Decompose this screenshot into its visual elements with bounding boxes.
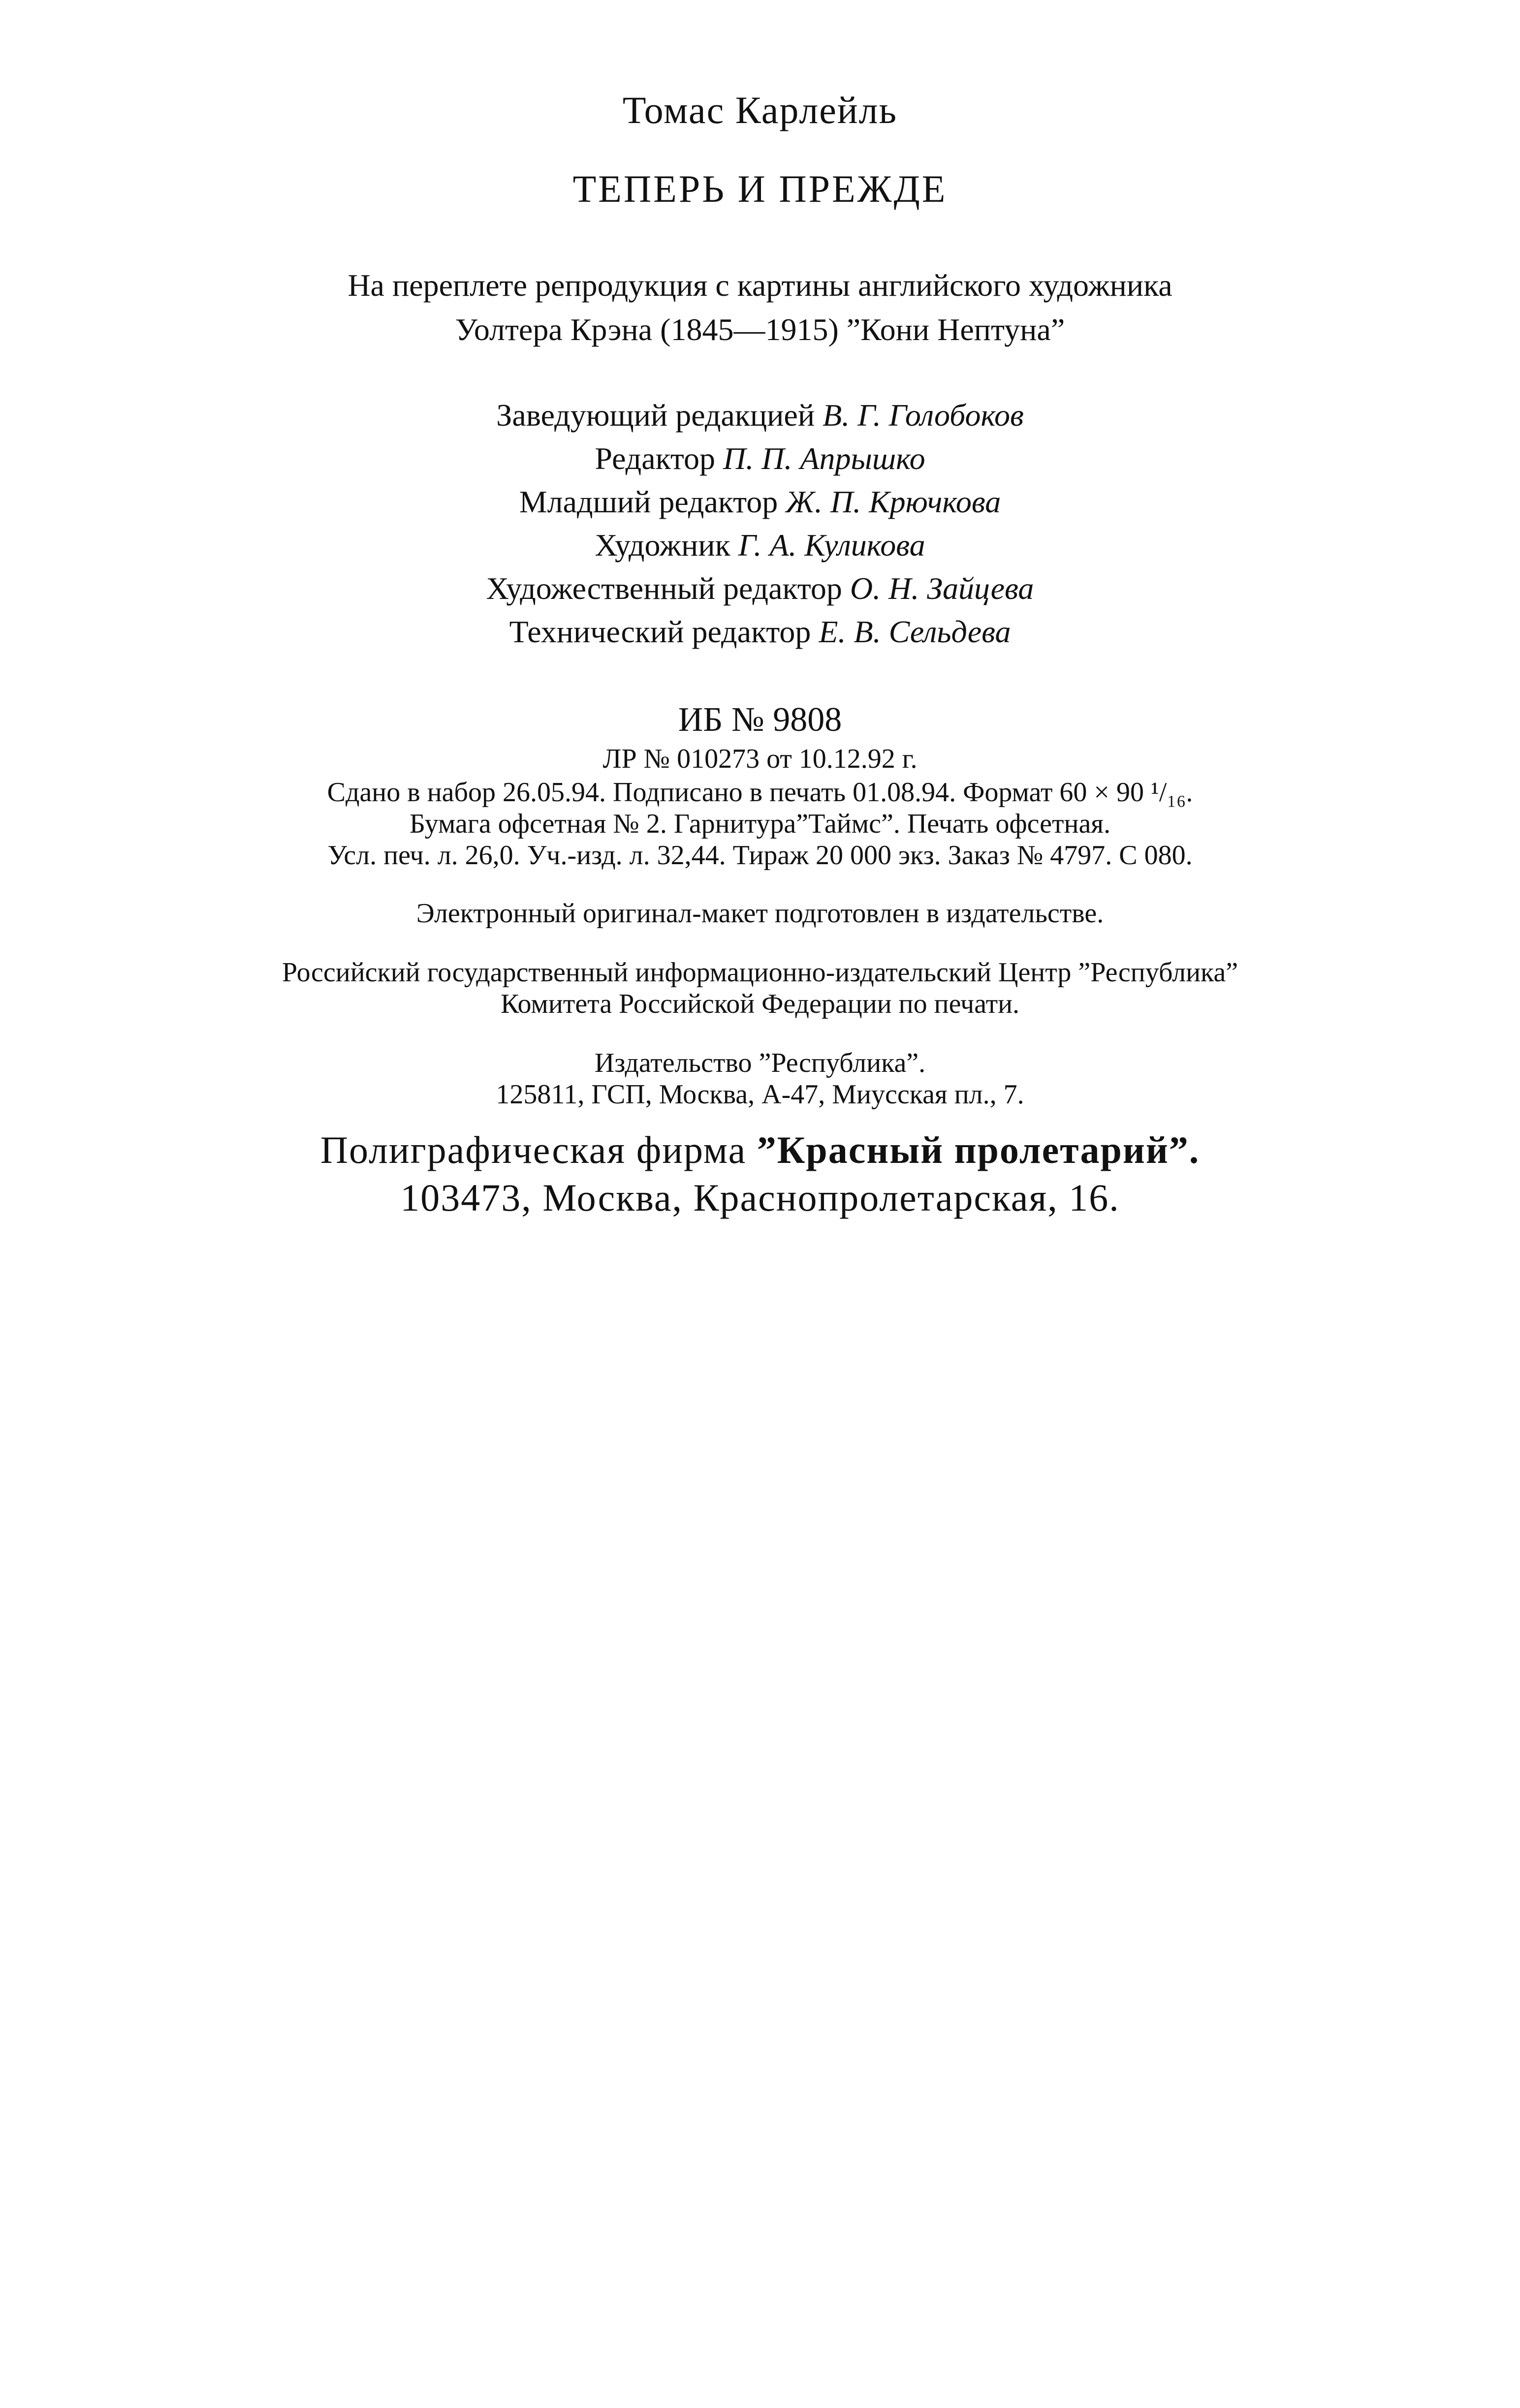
credit-role: Технический редактор — [509, 614, 811, 649]
credit-role: Младший редактор — [519, 484, 778, 519]
credit-role: Заведующий редакцией — [496, 398, 815, 433]
credit-role: Художественный редактор — [486, 571, 842, 606]
credit-junior-editor — [0, 486, 1520, 518]
print-details-line-1: Сдано в набор 26.05.94. Подписано в печать 01.08.94. Формат 60 × 90 ¹/₁₆. — [327, 777, 1193, 808]
print-details-line-3: Усл. печ. л. 26,0. Уч.-изд. л. 32,44. Тираж 20 000 экз. Заказ № 4797. С 080. — [327, 840, 1193, 871]
print-details-line-2: Бумага офсетная № 2. Гарнитура”Таймс”. Печать офсетная. — [409, 809, 1111, 839]
credit-role: Редактор — [595, 441, 715, 476]
printer-prefix: Полиграфическая фирма — [320, 1128, 757, 1171]
electronic-layout-note: Электронный оригинал-макет подготовлен в издательстве. — [416, 898, 1104, 929]
credit-person: Е. В. Сельдева — [819, 614, 1011, 649]
credit-managing-editor — [0, 400, 1520, 431]
printer-address: 103473, Москва, Краснопролетарская, 16. — [400, 1176, 1120, 1219]
credit-role: Художник — [595, 528, 730, 563]
publisher-address: 125811, ГСП, Москва, А-47, Миусская пл., 7. — [496, 1079, 1024, 1110]
printer-name-line — [0, 1128, 1520, 1171]
credit-person: П. П. Апрышко — [723, 441, 925, 476]
credit-person: Ж. П. Крючкова — [786, 484, 1001, 519]
license-number: ЛР № 010273 от 10.12.92 г. — [602, 744, 918, 774]
credit-editor — [0, 443, 1520, 474]
publisher-name: Издательство ”Республика”. — [594, 1048, 926, 1078]
credit-technical-editor — [0, 616, 1520, 648]
credit-person: О. Н. Зайцева — [850, 571, 1034, 606]
cover-note-line-1: На переплете репродукция с картины английского художника — [348, 268, 1172, 303]
ib-number: ИБ № 9808 — [678, 701, 842, 739]
credit-person: В. Г. Голобоков — [823, 398, 1024, 433]
printer-name: ”Красный пролетарий”. — [757, 1128, 1200, 1171]
credit-person: Г. А. Куликова — [738, 528, 925, 563]
credit-art-editor — [0, 573, 1520, 604]
book-title: ТЕПЕРЬ И ПРЕЖДЕ — [572, 167, 948, 210]
organization-line-2: Комитета Российской Федерации по печати. — [500, 989, 1020, 1019]
book-author: Томас Карлейль — [622, 89, 898, 131]
cover-note-line-2: Уолтера Крэна (1845—1915) ”Кони Нептуна” — [455, 312, 1065, 347]
organization-line-1: Российский государственный информационно-издательский Центр ”Республика” — [282, 957, 1238, 988]
credit-artist — [0, 530, 1520, 561]
